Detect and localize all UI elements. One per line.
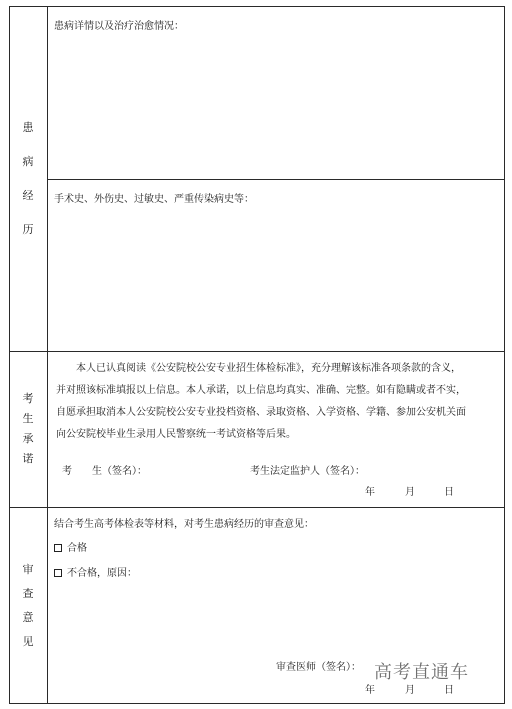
commitment-paragraph bbox=[56, 358, 496, 446]
commitment-date-day: 日 bbox=[444, 487, 454, 498]
review-option-fail[interactable] bbox=[54, 567, 137, 581]
commitment-line: 并对照该标准填报以上信息。本人承诺，以上信息均真实、准确、完整。如有隐瞒或者不实， bbox=[56, 385, 466, 396]
review-date-month: 月 bbox=[405, 685, 415, 696]
pass-label: 合格 bbox=[67, 543, 87, 554]
review-intro: 结合考生高考体检表等材料，对考生患病经历的审查意见： bbox=[54, 519, 314, 530]
history-inner-divider bbox=[47, 179, 505, 180]
review-label bbox=[9, 507, 47, 704]
review-label-char: 意 bbox=[22, 610, 34, 624]
history-label bbox=[9, 6, 47, 351]
history-label-char: 经 bbox=[22, 188, 34, 202]
review-label-char: 查 bbox=[22, 586, 34, 600]
commitment-label-char: 承 bbox=[22, 432, 34, 445]
student-signature-label: 考 生（签名）： bbox=[62, 466, 147, 477]
form-border bbox=[9, 6, 505, 704]
history-label-char: 病 bbox=[22, 154, 34, 168]
commitment-review-divider bbox=[9, 507, 505, 508]
review-option-pass[interactable] bbox=[54, 542, 87, 556]
history-commitment-divider bbox=[9, 351, 505, 352]
commitment-label-char: 诺 bbox=[22, 452, 34, 465]
history-label-char: 历 bbox=[22, 222, 34, 236]
guardian-signature-label: 考生法定监护人（签名）： bbox=[250, 466, 365, 477]
fail-label: 不合格，原因： bbox=[67, 568, 137, 579]
fail-checkbox[interactable] bbox=[54, 569, 62, 577]
watermark-text: 高考直通车 bbox=[374, 662, 469, 683]
label-column-divider bbox=[47, 6, 48, 704]
commitment-date-year: 年 bbox=[365, 487, 375, 498]
commitment-line: 本人已认真阅读《公安院校公安专业招生体检标准》，充分理解该标准各项条款的含义， bbox=[76, 363, 461, 374]
history-surgery-prompt: 手术史、外伤史、过敏史、严重传染病史等： bbox=[54, 194, 254, 205]
commitment-label-char: 考 bbox=[22, 392, 34, 405]
commitment-date-month: 月 bbox=[405, 487, 415, 498]
doctor-signature-label: 审查医师（签名）： bbox=[276, 662, 361, 673]
commitment-label-char: 生 bbox=[22, 412, 34, 425]
pass-checkbox[interactable] bbox=[54, 544, 62, 552]
commitment-line: 向公安院校毕业生录用人民警察统一考试资格等后果。 bbox=[56, 429, 296, 440]
history-label-char: 患 bbox=[22, 120, 34, 134]
commitment-line: 自愿承担取消本人公安院校公安专业投档资格、录取资格、入学资格、学籍、参加公安机关面 bbox=[56, 407, 466, 418]
review-date-day: 日 bbox=[444, 685, 454, 696]
review-label-char: 见 bbox=[22, 634, 34, 648]
commitment-label bbox=[9, 351, 47, 507]
review-date-year: 年 bbox=[365, 685, 375, 696]
review-label-char: 审 bbox=[22, 562, 34, 576]
history-details-prompt: 患病详情以及治疗治愈情况： bbox=[54, 21, 184, 32]
